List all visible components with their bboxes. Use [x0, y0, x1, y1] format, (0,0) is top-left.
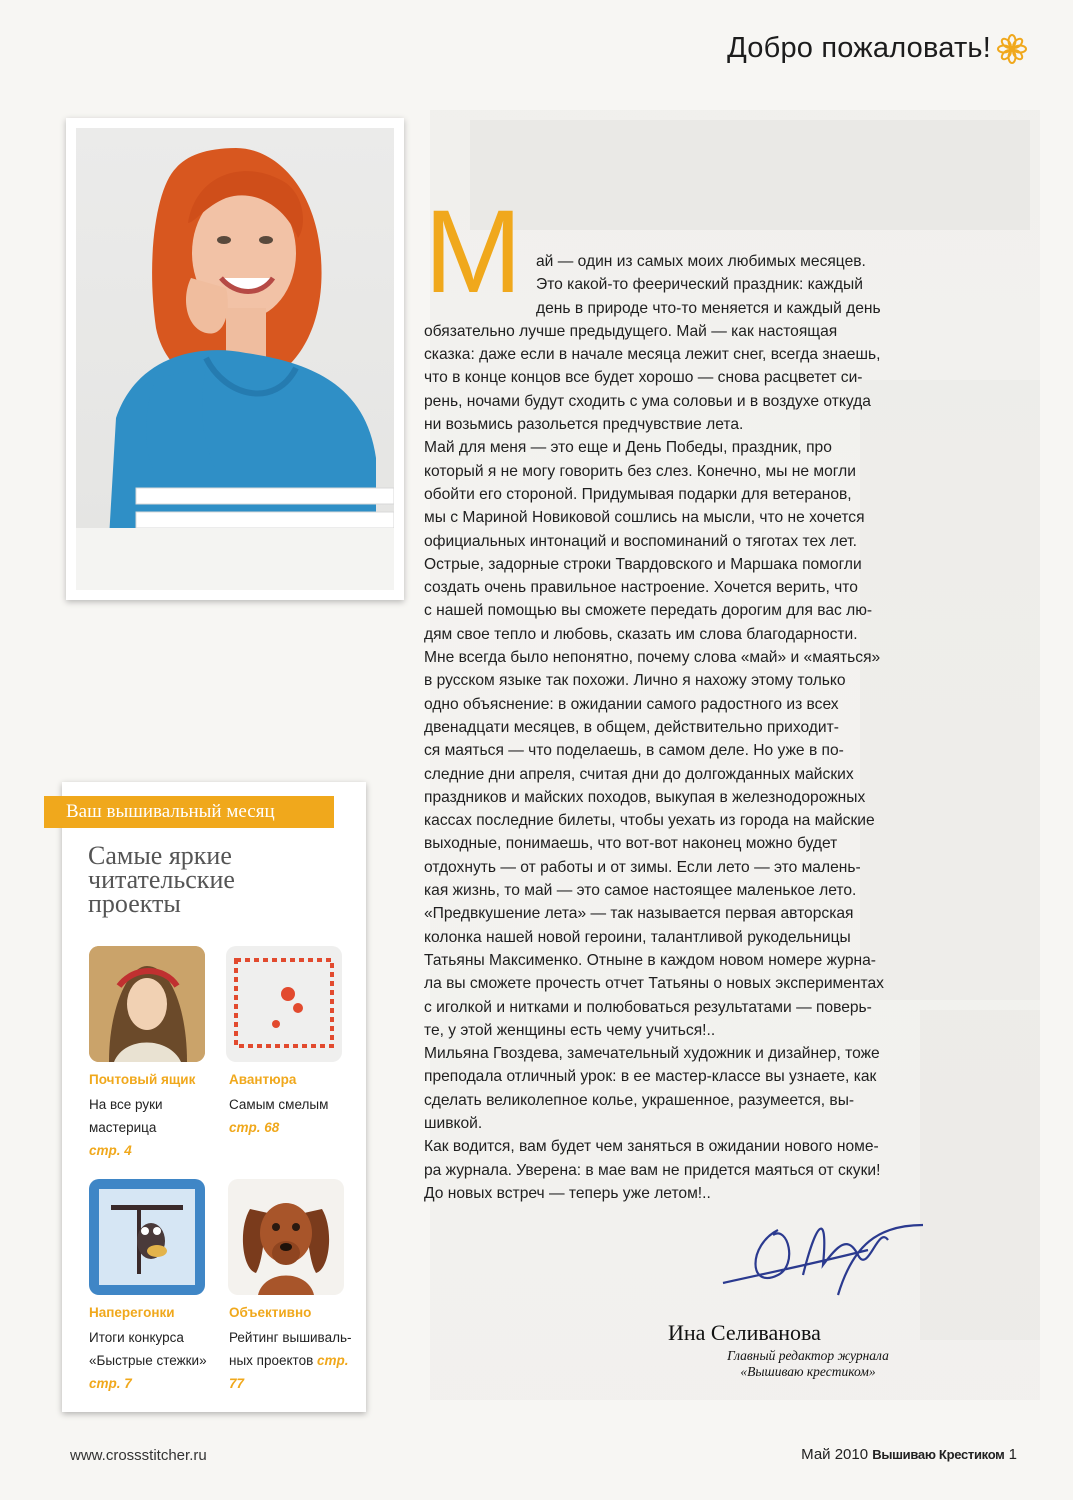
project-thumb-adventure[interactable]: [226, 946, 342, 1062]
article-line: ся маяться — что поделаешь, в самом деле. Но уже в по-: [424, 742, 844, 760]
project-desc-objective: [229, 1326, 359, 1395]
handwritten-signature: [718, 1205, 928, 1305]
editor-photo: [76, 128, 394, 590]
article-line: сделать великолепное колье, украшенное, разумеется, вы-: [424, 1091, 855, 1109]
project-desc-adventure: [229, 1093, 359, 1139]
project-page-link[interactable]: стр. 77: [229, 1353, 349, 1391]
article-line: ни возьмись разольется предчувствие лета.: [424, 416, 744, 434]
article-line: ла вы сможете прочесть отчет Татьяны о новых экспериментах: [424, 975, 884, 993]
project-thumb-mailbox[interactable]: [89, 946, 205, 1062]
project-thumb-race[interactable]: [89, 1179, 205, 1295]
article-line: дям свое тепло и любовь, сказать им слова благодарности.: [424, 625, 858, 643]
project-desc-text: Самым смелым: [229, 1097, 329, 1112]
project-page-link[interactable]: стр. 68: [229, 1120, 280, 1135]
project-desc-mailbox: [89, 1093, 219, 1162]
article-line: с иголкой и нитками и полюбоваться результатами — поверь-: [424, 998, 872, 1016]
article-line: выходные, понимаешь, что вот-вот наконец можно будет: [424, 835, 838, 853]
project-desc-text: Итоги конкурса «Быстрые стежки»: [89, 1330, 207, 1368]
article-line: отдохнуть — от работы и от зимы. Если лето — это малень-: [424, 858, 861, 876]
article-line: что в конце концов все будет хорошо — снова расцветет си-: [424, 369, 863, 387]
article-line: Это какой-то феерический праздник: каждый: [536, 276, 863, 294]
project-title-adventure[interactable]: Авантюра: [229, 1072, 297, 1087]
project-desc-text: На все руки мастерица: [89, 1097, 163, 1135]
article-line: «Предвкушение лета» — так называется первая авторская: [424, 905, 854, 923]
magazine-brand: Вышиваю Крестиком: [872, 1447, 1005, 1462]
issue-date: Май 2010: [801, 1446, 869, 1463]
article-line: кассах последние билеты, чтобы уехать из города на майские: [424, 812, 875, 830]
article-line: праздников и майских походов, выкупая в железнодорожных: [424, 788, 866, 806]
editor-role: [708, 1348, 908, 1380]
article-line: день в природе что-то меняется и каждый день: [536, 299, 881, 317]
project-page-link[interactable]: стр. 4: [89, 1143, 132, 1158]
project-desc-race: [89, 1326, 219, 1395]
article-line: сказка: даже если в начале месяца лежит снег, всегда знаешь,: [424, 346, 881, 364]
article-line: Мильяна Гвоздева, замечательный художник и дизайнер, тоже: [424, 1045, 880, 1063]
portrait-illustration: [76, 128, 394, 590]
editor-name: Ина Селиванова: [668, 1320, 821, 1345]
project-title-objective[interactable]: Объективно: [229, 1305, 312, 1320]
article-line: Как водится, вам будет чем заняться в ожидании нового номе-: [424, 1138, 879, 1156]
article-line: Мне всегда было непонятно, почему слова «май» и «маяться»: [424, 649, 881, 667]
project-title-mailbox[interactable]: Почтовый ящик: [89, 1072, 196, 1087]
article-line: те, у этой женщины есть чему учиться!..: [424, 1021, 716, 1039]
editorial-text: [424, 250, 916, 1205]
article-line: одно объяснение: в ожидании самого радостного из всех: [424, 695, 839, 713]
article-line: рень, ночами будут сходить с ума соловьи и в воздухе откуда: [424, 392, 871, 410]
article-line: ай — один из самых моих любимых месяцев.: [536, 253, 866, 270]
page-number: 1: [1008, 1446, 1017, 1463]
project-page-link[interactable]: стр. 7: [89, 1376, 132, 1391]
footer-url[interactable]: www.crossstitcher.ru: [70, 1447, 207, 1464]
article-line: с нашей помощью вы сможете передать дорогим для вас лю-: [424, 602, 873, 620]
article-line: преподала отличный урок: в ее мастер-классе вы узнаете, как: [424, 1068, 877, 1086]
drop-cap: М: [424, 186, 523, 318]
editor-role-line1: Главный редактор журнала: [727, 1348, 889, 1363]
project-desc-text: Рейтинг вышиваль-ных проектов: [229, 1330, 352, 1368]
flower-icon: [997, 34, 1027, 64]
article-line: До новых встреч — теперь уже летом!..: [424, 1184, 711, 1202]
article-line: мы с Мариной Новиковой сошлись на мысли, что не хочется: [424, 509, 865, 527]
article-line: ра журнала. Уверена: в мае вам не придется маяться от скуки!: [424, 1161, 881, 1179]
article-line: официальных интонаций и воспоминаний о тяготах тех лет.: [424, 532, 857, 550]
article-line: двенадцати месяцев, в общем, действительно приходит-: [424, 718, 839, 736]
article-line: Острые, задорные строки Твардовского и Маршака помогли: [424, 555, 862, 573]
article-line: шивкой.: [424, 1114, 483, 1132]
page-title: Добро пожаловать!: [727, 32, 991, 64]
ghost-contents: [920, 1010, 1040, 1340]
project-title-race[interactable]: Наперегонки: [89, 1305, 175, 1320]
sidebar-tag: Ваш вышивальный месяц: [44, 796, 334, 828]
article-line: обойти его стороной. Придумывая подарки для ветеранов,: [424, 485, 852, 503]
ghost-masthead: [470, 120, 1030, 230]
article-line: Татьяны Максименко. Отныне в каждом новом номере журна-: [424, 951, 876, 969]
editor-role-line2: «Вышиваю крестиком»: [740, 1364, 876, 1379]
article-line: который я не могу говорить без слез. Конечно, мы не могли: [424, 462, 856, 480]
article-line: обязательно лучше предыдущего. Май — как настоящая: [424, 322, 838, 340]
article-line: кая жизнь, то май — это самое настоящее маленькое лето.: [424, 882, 857, 900]
article-line: следние дни апреля, считая дни до долгожданных майских: [424, 765, 854, 783]
article-line: колонка нашей новой героини, талантливой рукодельницы: [424, 928, 851, 946]
sidebar-heading: Самые яркие читательские проекты: [88, 841, 235, 918]
editor-photo-frame: [66, 118, 404, 600]
article-line: Май для меня — это еще и День Победы, праздник, про: [424, 439, 832, 457]
project-thumb-objective[interactable]: [228, 1179, 344, 1295]
article-line: в русском языке так похожи. Лично я нахожу этому только: [424, 672, 846, 690]
article-line: создать очень правильное настроение. Хочется верить, что: [424, 579, 858, 597]
footer-issue: [801, 1446, 1017, 1463]
